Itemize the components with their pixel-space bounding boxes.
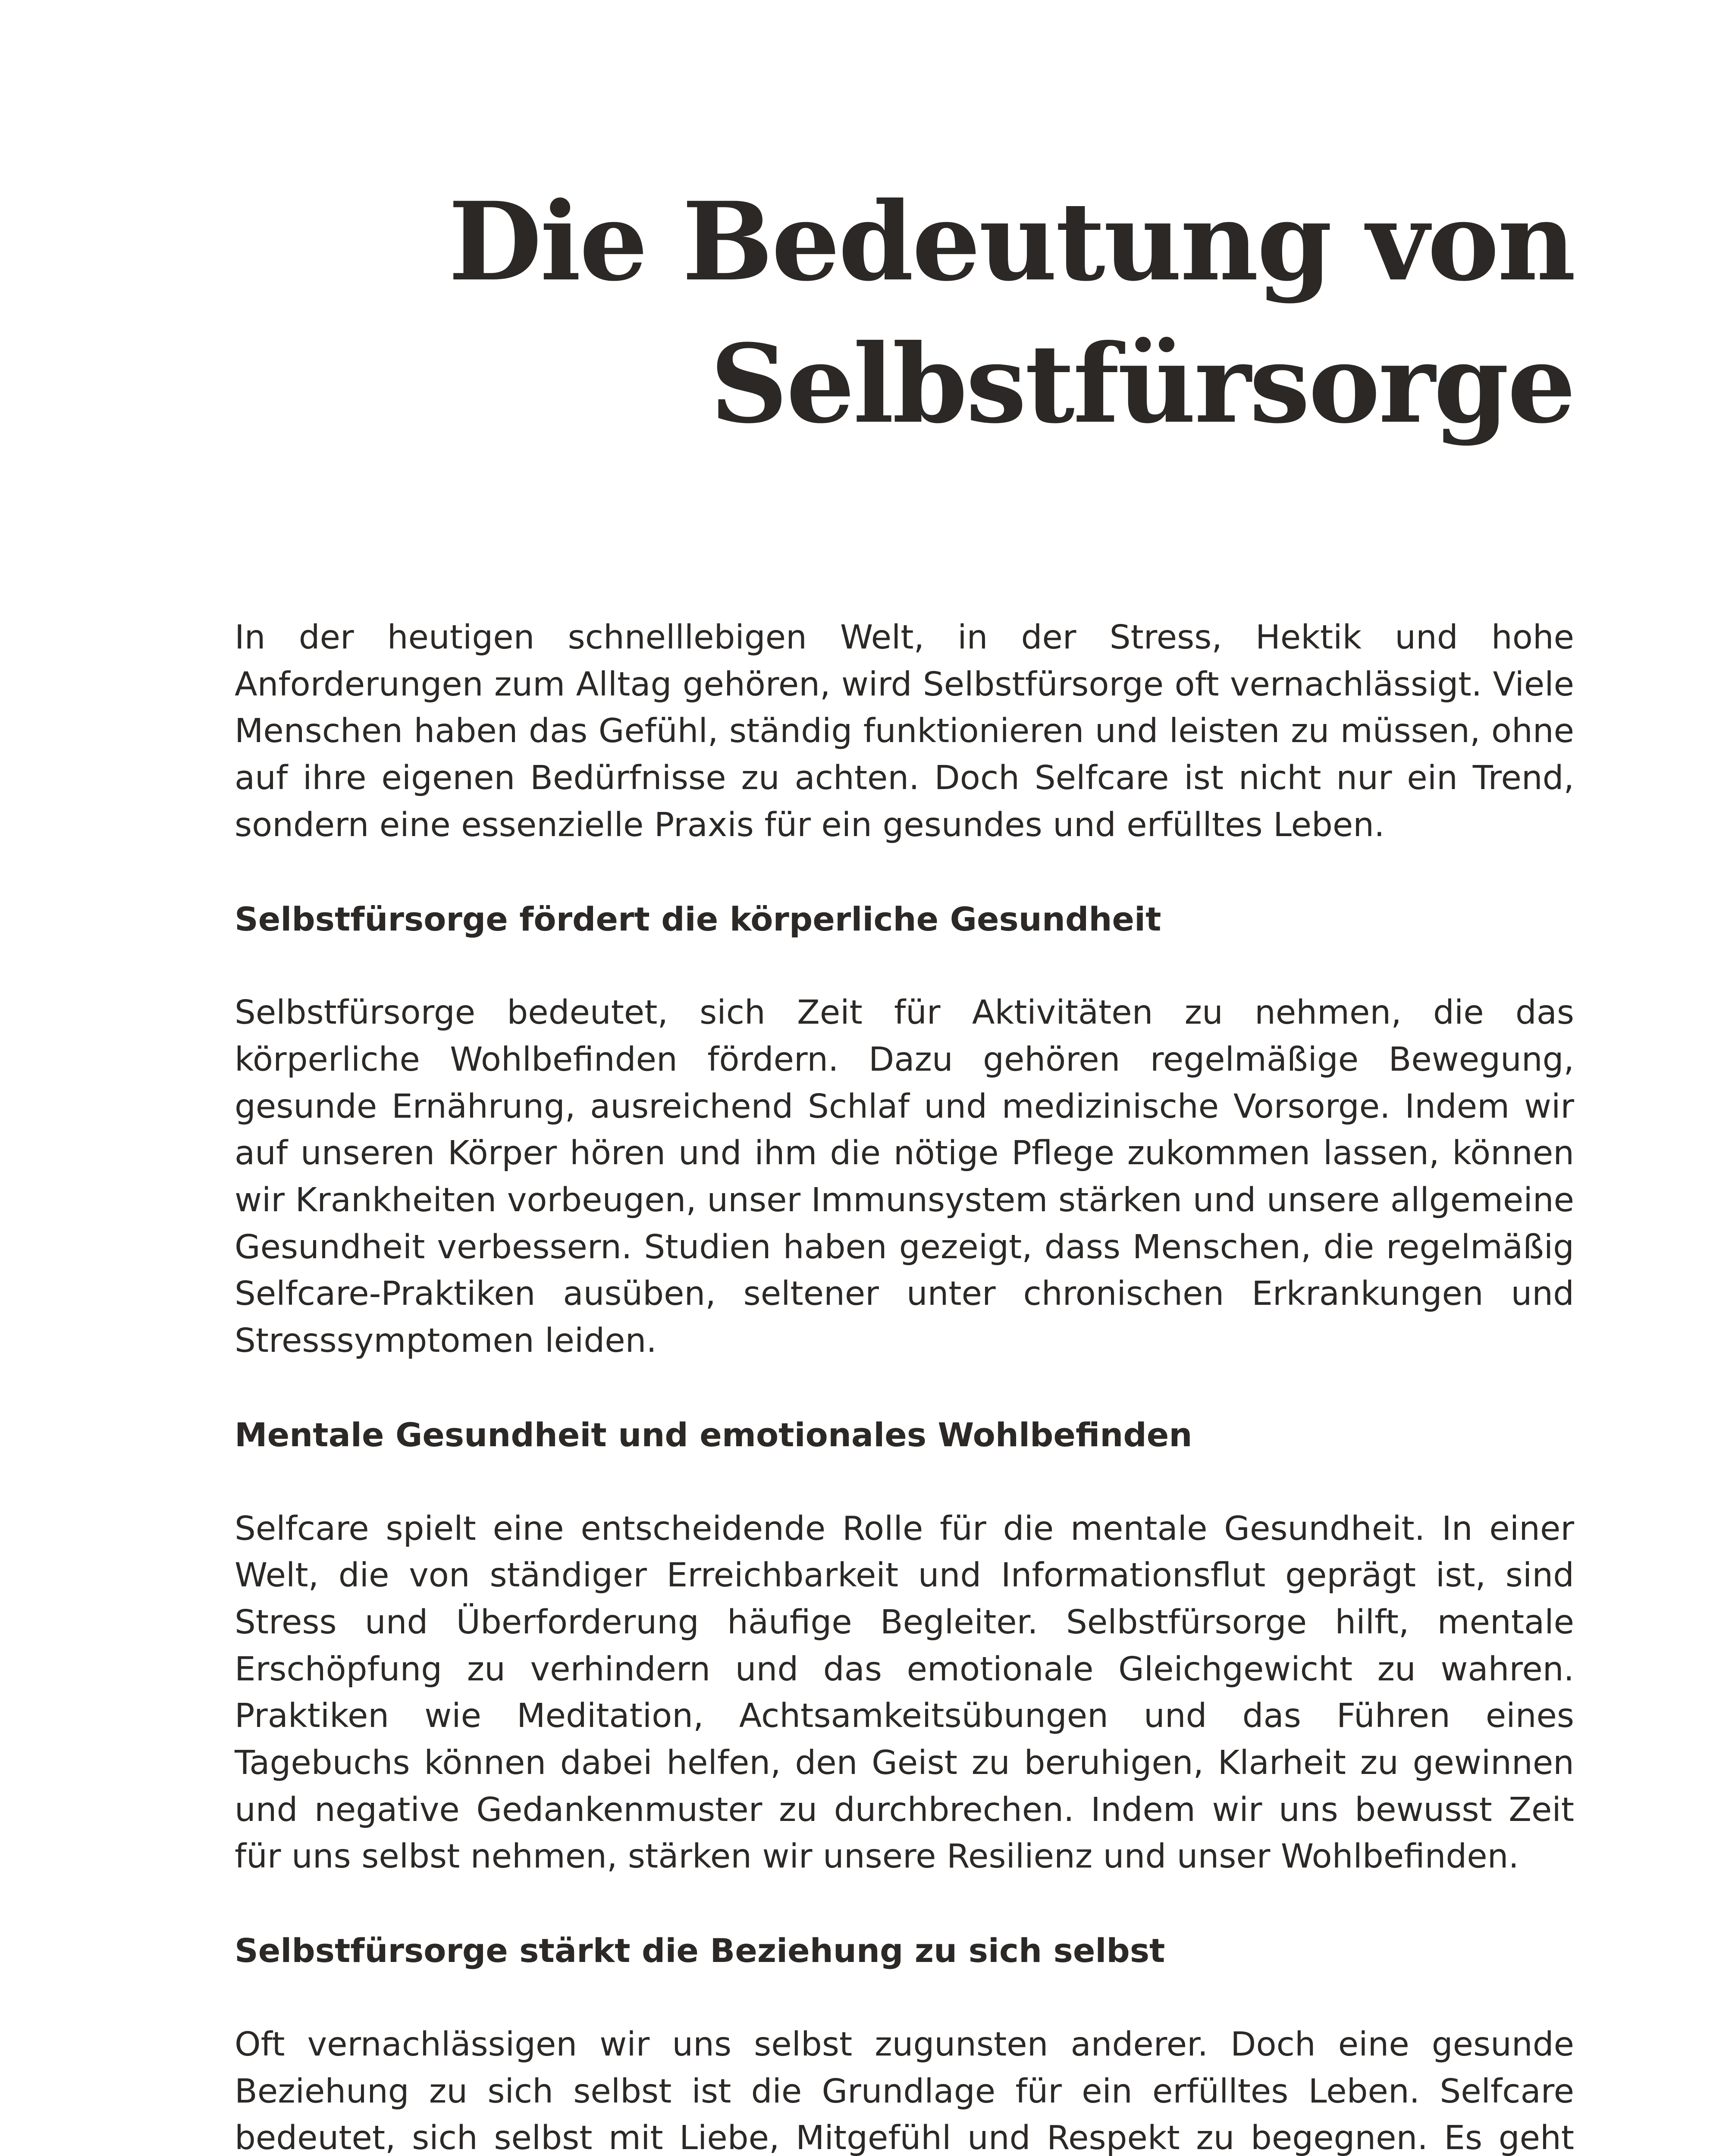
intro-paragraph: In der heutigen schnelllebigen Welt, in der Stress, Hektik und hohe Anforderungen zum Alltag gehören, wird Selbstfürsorge oft vernachlässigt. Viele Menschen haben das Gefühl, ständig funktionieren und leisten zu müssen, ohne auf ihre eigenen Bedürfnisse zu achten. Doch Selfcare ist nicht nur ein Trend, sondern eine essenzielle Praxis für ein gesundes und erfülltes Leben. [235, 618, 1574, 844]
section-paragraph-physical-health: Selbstfürsorge bedeutet, sich Zeit für Aktivitäten zu nehmen, die das körperliche Wohlbefinden fördern. Dazu gehören regelmäßige Bewegung, gesunde Ernährung, ausreichend Schlaf und medizinische Vorsorge. Indem wir auf unseren Körper hören und ihm die nötige Pflege zukommen lassen, können wir Krankheiten vorbeugen, unser Immunsystem stärken und unsere allgemeine Gesundheit verbessern. Studien haben gezeigt, dass Menschen, die regelmäßig Selfcare-Praktiken ausüben, seltener unter chronischen Erkrankungen und Stresssymptomen leiden. [235, 993, 1574, 1360]
title-line-1: Die Bedeutung von [448, 178, 1574, 305]
section-heading-physical-health: Selbstfürsorge fördert die körperliche Gesundheit [235, 899, 1161, 938]
title-line-2: Selbstfürsorge [710, 320, 1574, 447]
section-paragraph-self-relationship: Oft vernachlässigen wir uns selbst zugunsten anderer. Doch eine gesunde Beziehung zu sich selbst ist die Grundlage für ein erfülltes Leben. Selfcare bedeutet, sich selbst mit Liebe, Mitgefühl und Respekt zu begegnen. Es geht [235, 2025, 1574, 2156]
document-title [280, 170, 1574, 455]
document-body [235, 614, 1574, 2156]
section-heading-self-relationship: Selbstfürsorge stärkt die Beziehung zu sich selbst [235, 1931, 1165, 1970]
section-paragraph-mental-health: Selfcare spielt eine entscheidende Rolle für die mentale Gesundheit. In einer Welt, die von ständiger Erreichbarkeit und Informationsflut geprägt ist, sind Stress und Überforderung häufige Begleiter. Selbstfürsorge hilft, mentale Erschöpfung zu verhindern und das emotionale Gleichgewicht zu wahren. Praktiken wie Meditation, Achtsamkeitsübungen und das Führen eines Tagebuchs können dabei helfen, den Geist zu beruhigen, Klarheit zu gewinnen und negative Gedankenmuster zu durchbrechen. Indem wir uns bewusst Zeit für uns selbst nehmen, stärken wir unsere Resilienz und unser Wohlbefinden. [235, 1509, 1574, 1876]
section-heading-mental-health: Mentale Gesundheit und emotionales Wohlbefinden [235, 1415, 1192, 1454]
